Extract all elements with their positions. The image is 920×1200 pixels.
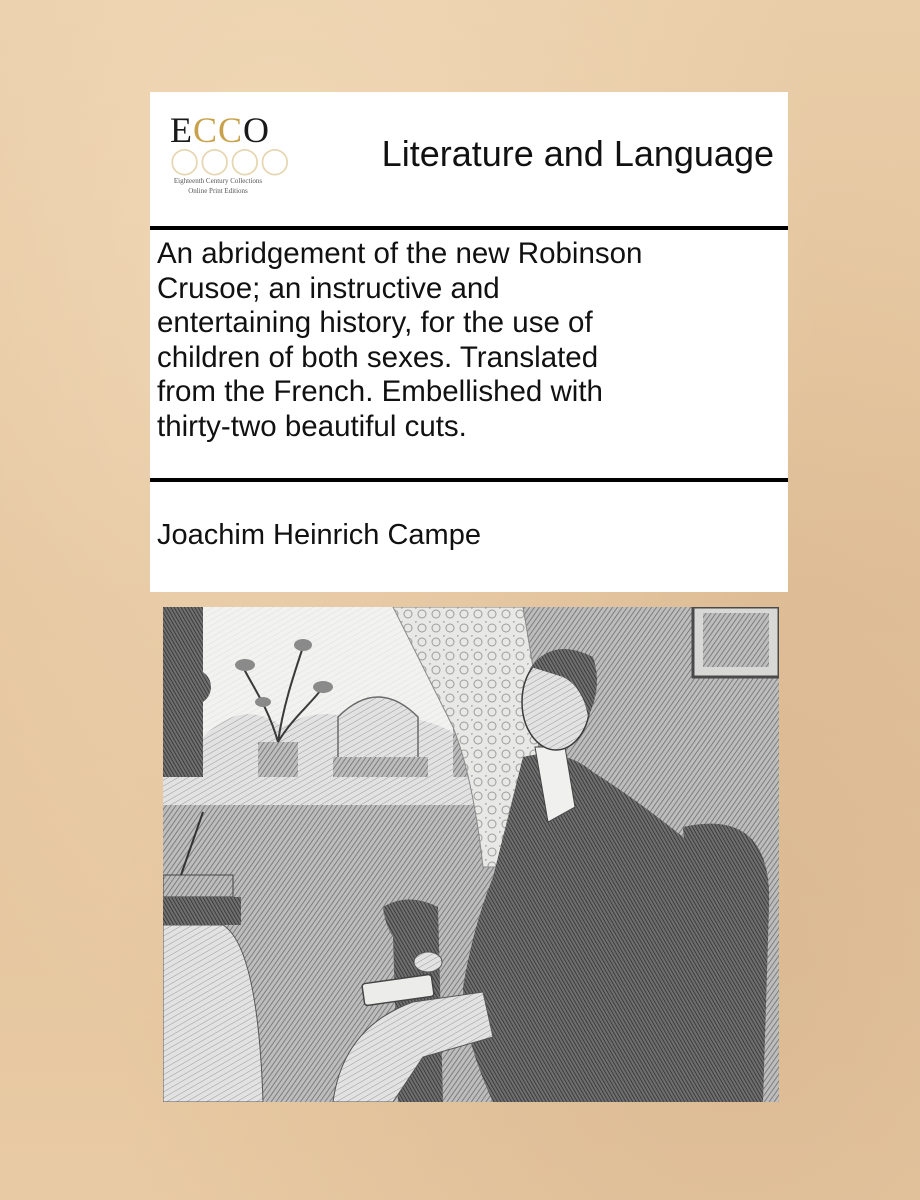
title-line: children of both sexes. Translated — [157, 340, 599, 374]
divider-rule-bottom — [150, 478, 788, 482]
book-title — [157, 237, 782, 444]
logo-mark: ECCO — [170, 110, 271, 150]
divider-rule-top — [150, 226, 788, 230]
author-name: Joachim Heinrich Campe — [157, 519, 481, 551]
title-line: from the French. Embellished with — [157, 375, 603, 408]
cover-engraving — [163, 607, 779, 1102]
title-line: Crusoe; an instructive and — [157, 271, 500, 305]
flower-pot — [258, 742, 298, 777]
engraving-illustration — [163, 607, 779, 1102]
book-stack — [163, 875, 233, 897]
title-line: An abridgement of the new Robinson — [157, 237, 643, 270]
ecco-logo — [164, 104, 291, 216]
logo-reflection: ◯◯◯◯ — [170, 146, 291, 175]
series-title: Literature and Language — [381, 133, 774, 174]
series-header — [150, 92, 788, 225]
logo-caption: Eighteenth Century Collections Online Print Editions — [173, 177, 263, 195]
title-line: thirty-two beautiful cuts. — [157, 409, 467, 443]
title-panel — [150, 92, 788, 592]
title-line: entertaining history, for the use of — [157, 306, 593, 339]
